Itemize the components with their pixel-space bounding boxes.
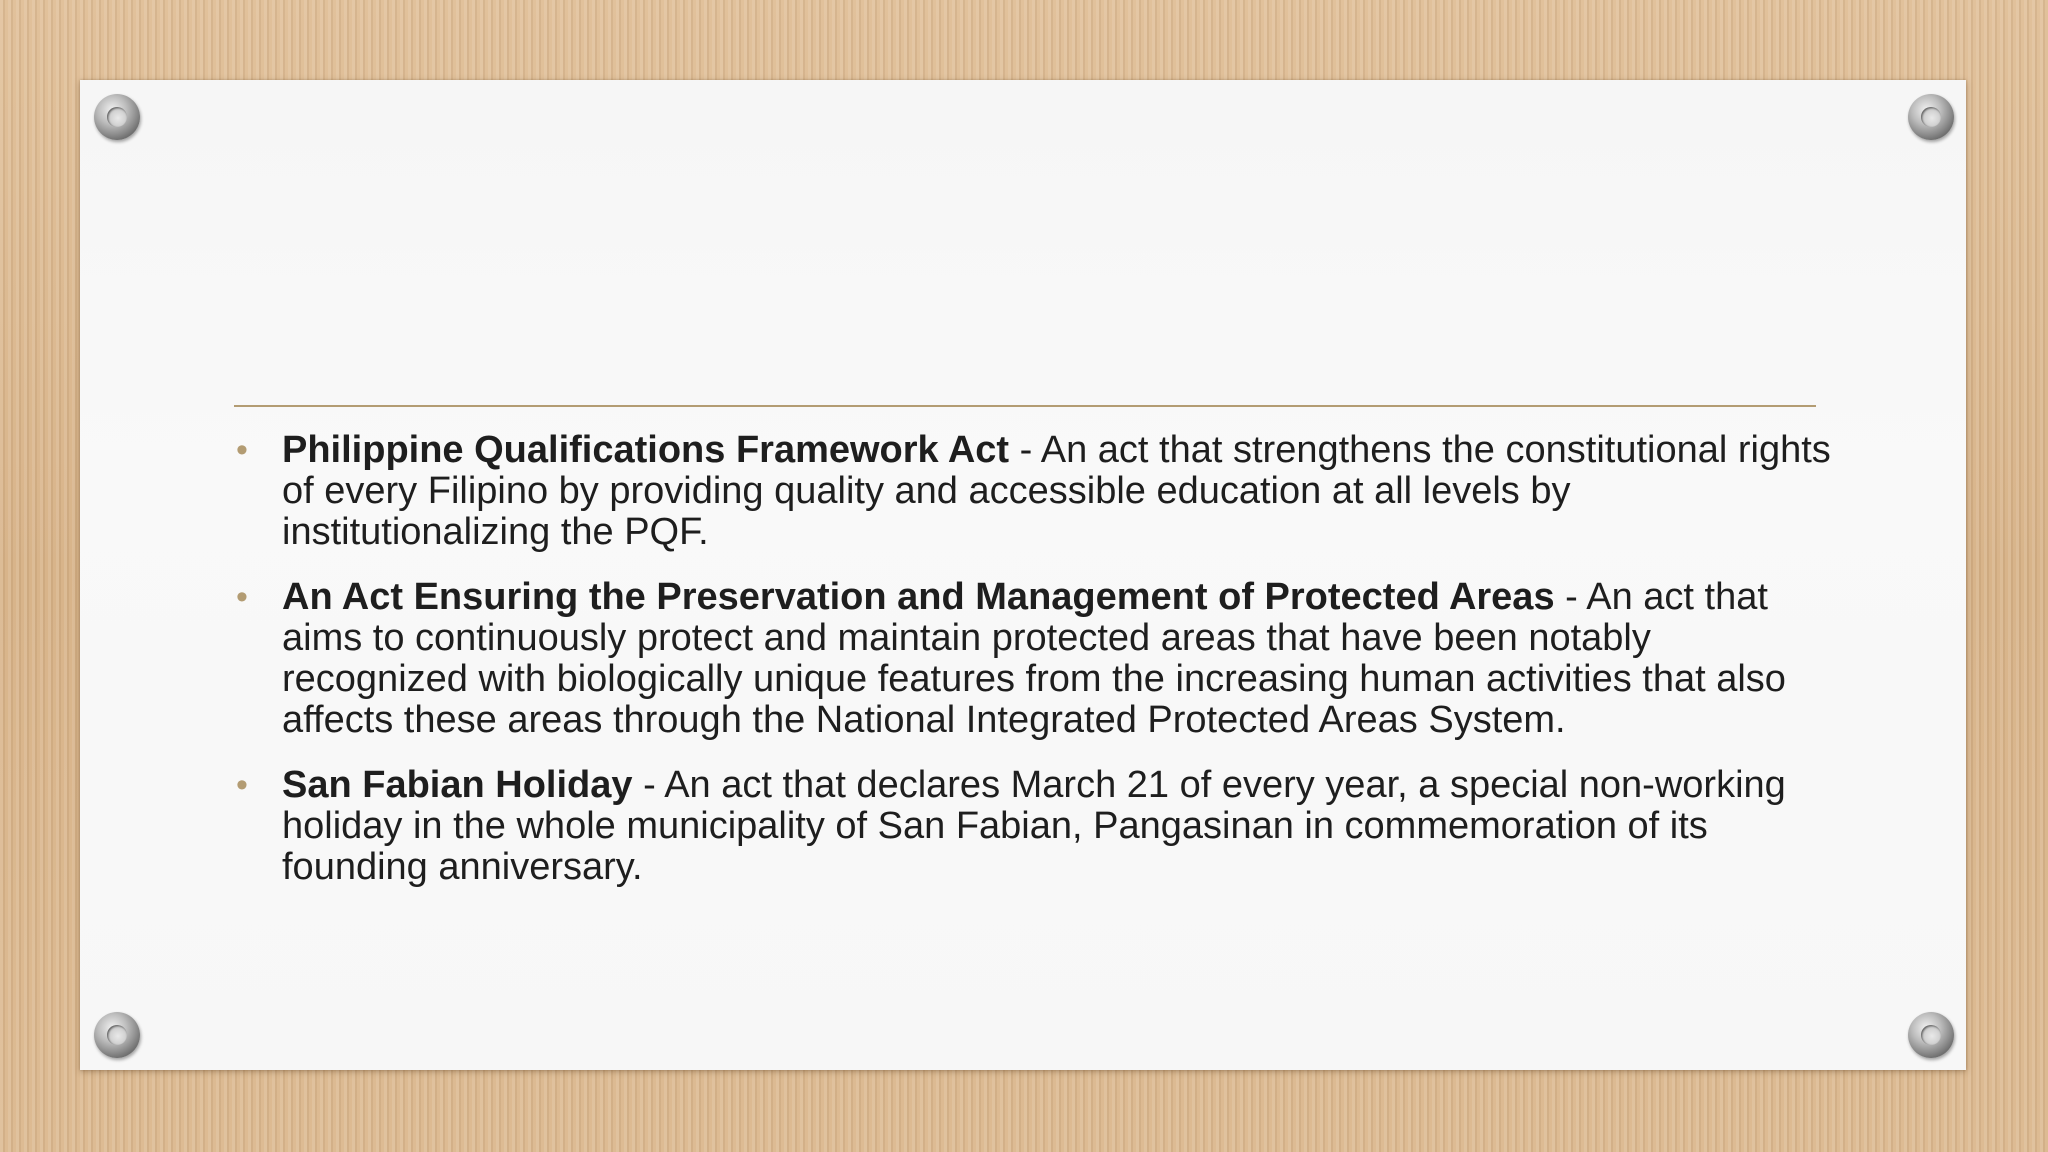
- grommet-icon: [1908, 94, 1954, 140]
- item-term: San Fabian Holiday: [282, 764, 633, 806]
- bullet-icon: •: [236, 578, 248, 616]
- grommet-icon: [1908, 1012, 1954, 1058]
- grommet-icon: [94, 1012, 140, 1058]
- grommet-icon: [94, 94, 140, 140]
- item-term: Philippine Qualifications Framework Act: [282, 429, 1010, 471]
- title-divider: [234, 405, 1816, 407]
- item-term: An Act Ensuring the Preservation and Management of Protected Areas: [282, 576, 1555, 618]
- bullet-list: [236, 430, 1836, 912]
- list-item: [236, 577, 1836, 741]
- list-item: [236, 765, 1836, 888]
- bullet-icon: •: [236, 766, 248, 804]
- item-description: - An act that aims to continuously protect and maintain protected areas that have been notably recognized with biologically unique features from the increasing human activities that also affects these areas through the National Integrated Protected Areas System.: [282, 576, 1786, 741]
- item-description: - An act that declares March 21 of every year, a special non-working holiday in the whole municipality of San Fabian, Pangasinan in commemoration of its founding anniversary.: [282, 764, 1786, 888]
- item-description: - An act that strengthens the constitutional rights of every Filipino by providing quality and accessible education at all levels by institutionalizing the PQF.: [282, 429, 1831, 553]
- list-item: [236, 430, 1836, 553]
- bullet-icon: •: [236, 431, 248, 469]
